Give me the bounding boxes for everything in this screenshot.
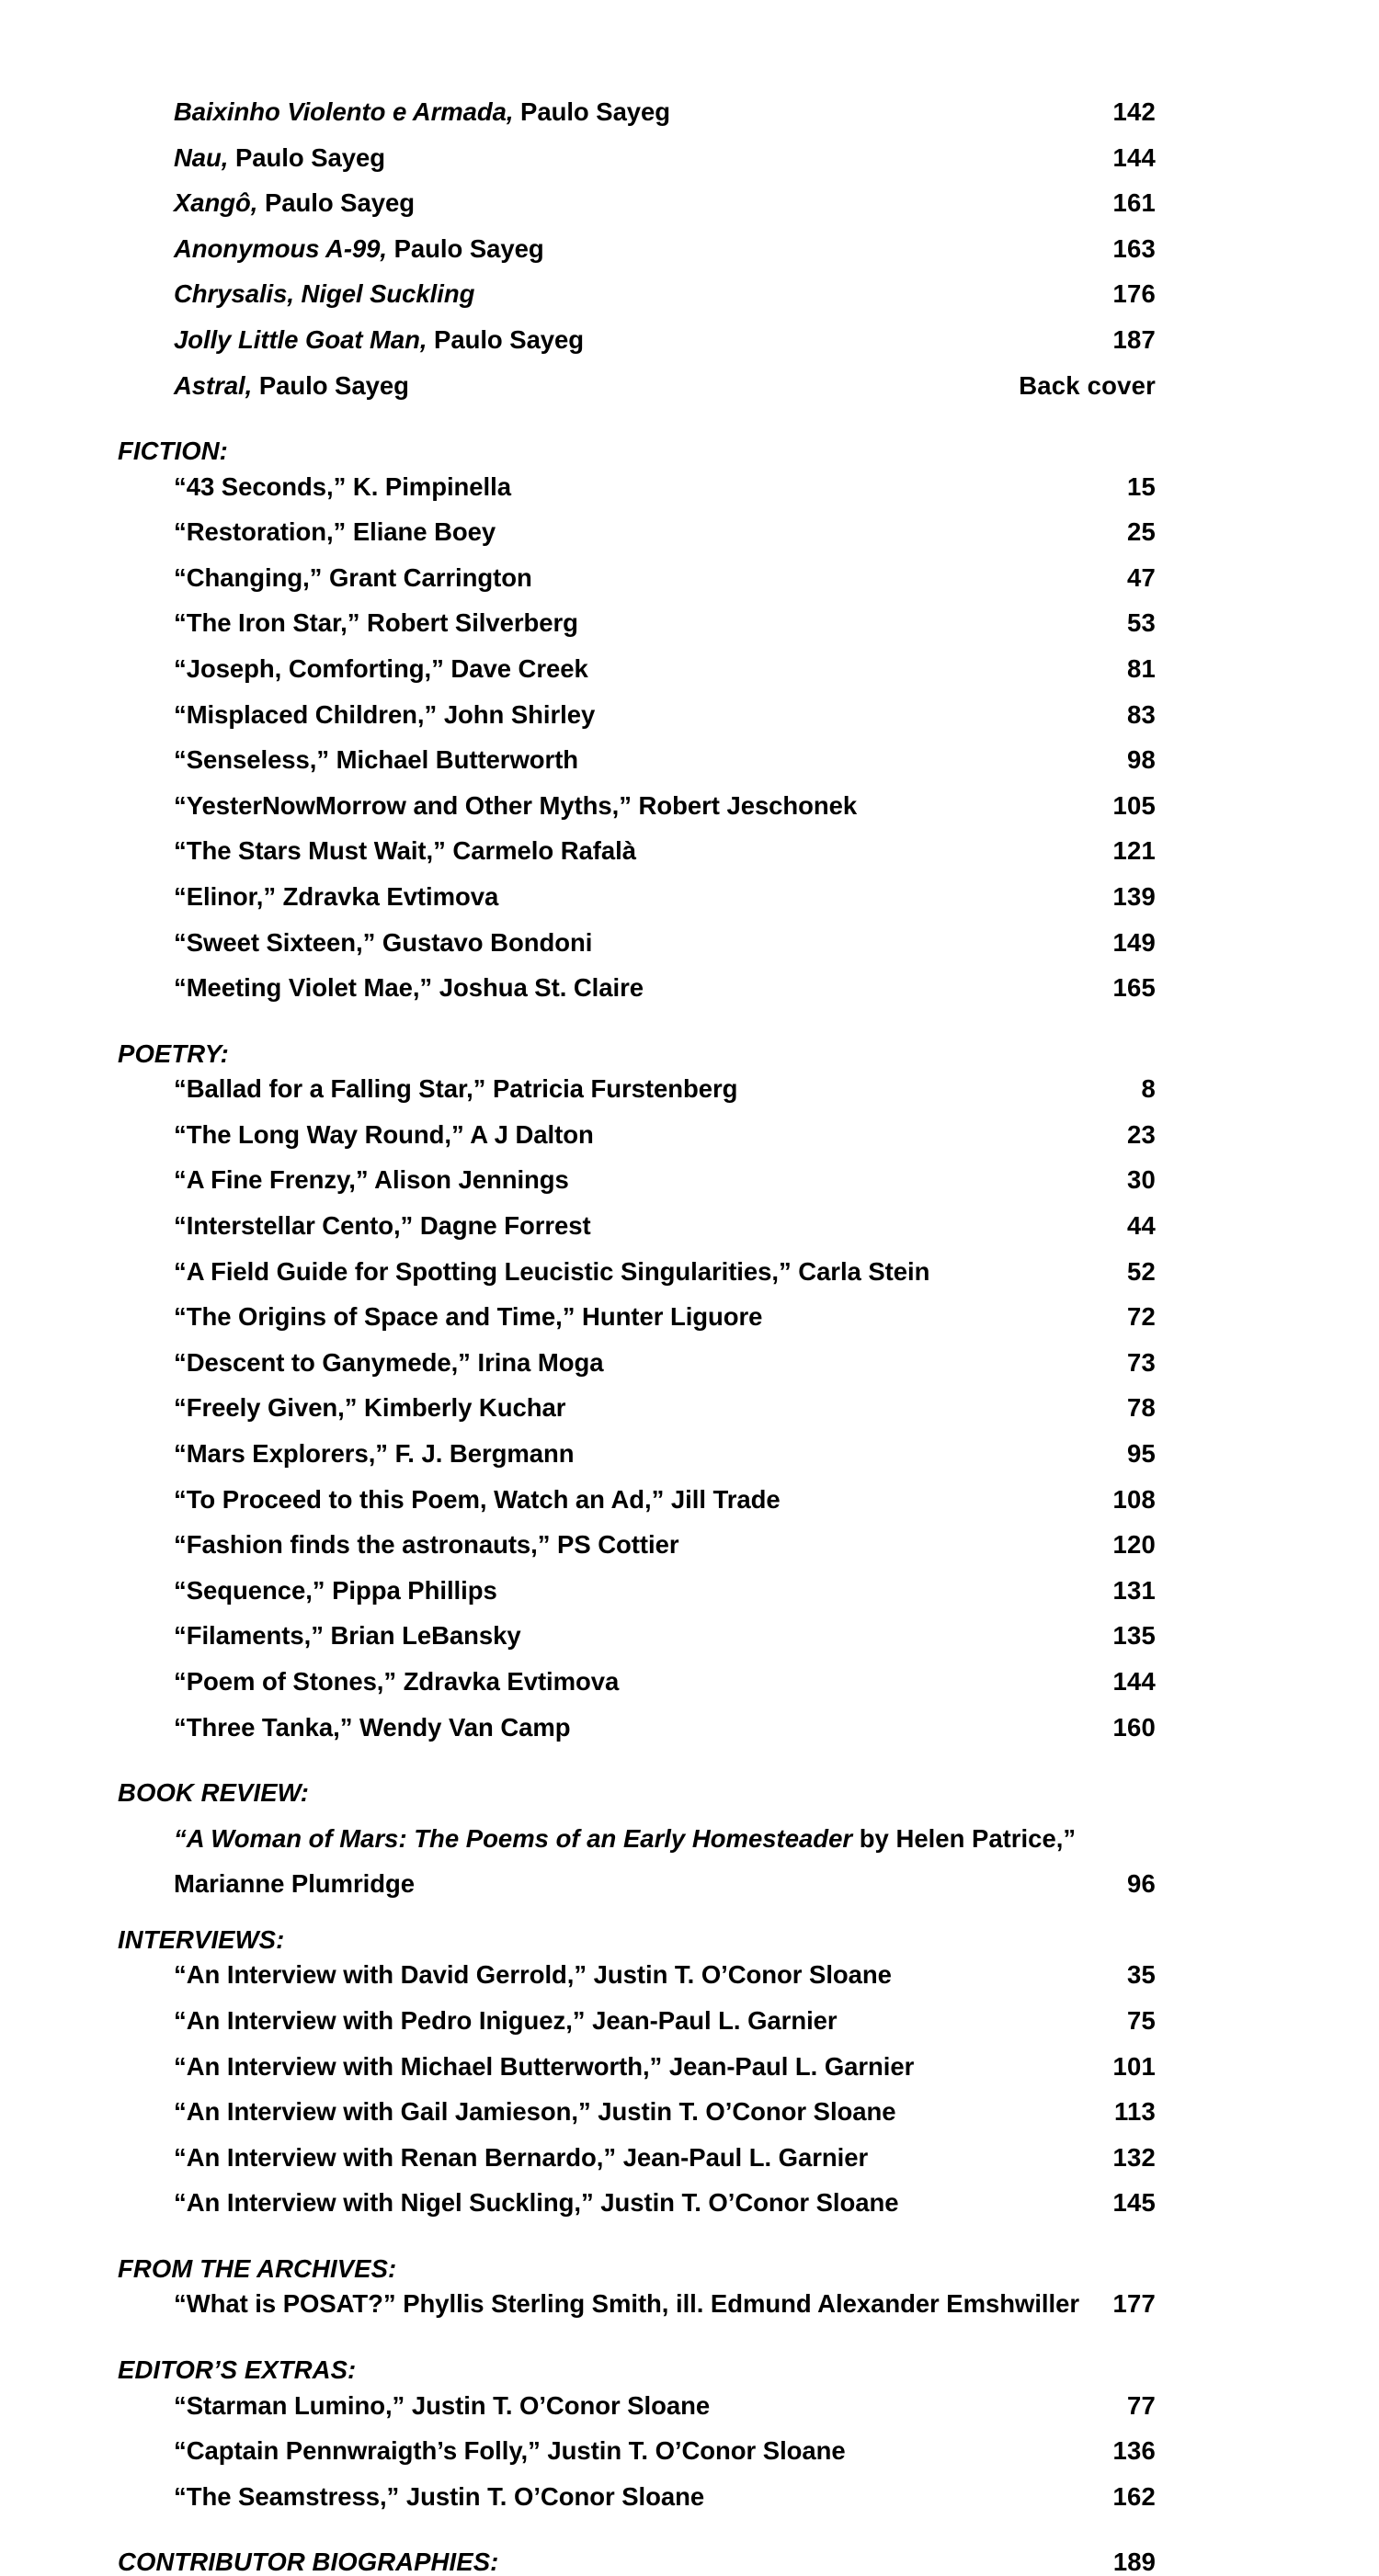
entry-title: “A Fine Frenzy,” Alison Jennings xyxy=(174,1165,569,1195)
toc-entry xyxy=(118,1167,1156,1213)
entry-title: “An Interview with Gail Jamieson,” Justin T. O’Conor Sloane xyxy=(174,2097,896,2127)
entry-page-number: 108 xyxy=(1112,1484,1156,1514)
toc-entry xyxy=(118,884,1156,930)
entry-title: “What is POSAT?” Phyllis Sterling Smith, ill. Edmund Alexander Emshwiller xyxy=(174,2289,1079,2319)
artwork-artist: Paulo Sayeg xyxy=(427,324,585,354)
entry-page-number: 53 xyxy=(1127,608,1156,638)
toc-entry xyxy=(118,1441,1156,1487)
artwork-entry xyxy=(118,99,1156,145)
entry-page-number: 23 xyxy=(1127,1119,1156,1149)
entry-page-number: 78 xyxy=(1127,1393,1156,1423)
section-heading-from-the-archives xyxy=(118,2253,1156,2283)
entry-title: “Poem of Stones,” Zdravka Evtimova xyxy=(174,1667,620,1696)
artwork-entry xyxy=(118,281,1156,327)
entry-page-number: 160 xyxy=(1112,1712,1156,1742)
artwork-page-number: 144 xyxy=(1112,142,1156,172)
artwork-title: Jolly Little Goat Man, xyxy=(174,324,427,354)
entry-title: “An Interview with Nigel Suckling,” Justin T. O’Conor Sloane xyxy=(174,2188,899,2218)
toc-entry xyxy=(118,790,1156,839)
toc-entry xyxy=(118,1076,1156,1122)
toc-entry xyxy=(118,1119,1156,1168)
toc-entry xyxy=(118,1575,1156,1624)
artwork-entry xyxy=(118,233,1156,282)
entry-page-number: 121 xyxy=(1112,836,1156,866)
entry-title: “Freely Given,” Kimberly Kuchar xyxy=(174,1393,566,1423)
entry-title: “The Iron Star,” Robert Silverberg xyxy=(174,608,578,638)
toc-entry xyxy=(118,975,1156,1021)
entry-title: “Three Tanka,” Wendy Van Camp xyxy=(174,1712,571,1742)
entry-page-number: 139 xyxy=(1112,882,1156,911)
archives-entry-list xyxy=(118,2291,1156,2337)
toc-entry xyxy=(118,1532,1156,1578)
entry-title: “Restoration,” Eliane Boey xyxy=(174,517,496,547)
artwork-title: Baixinho Violento e Armada, xyxy=(174,97,514,126)
entry-title: “To Proceed to this Poem, Watch an Ad,” Jill Trade xyxy=(174,1484,781,1514)
entry-title: “Starman Lumino,” Justin T. O’Conor Sloane xyxy=(174,2390,711,2420)
entry-page-number: 96 xyxy=(1127,1869,1156,1899)
artwork-page-number: 187 xyxy=(1112,324,1156,354)
toc-entry xyxy=(118,1347,1156,1396)
entry-title: “The Seamstress,” Justin T. O’Conor Sloane xyxy=(174,2481,705,2511)
entry-title: “Senseless,” Michael Butterworth xyxy=(174,745,579,775)
section-heading-label: FROM THE ARCHIVES: xyxy=(118,2253,397,2283)
entry-page-number: 81 xyxy=(1127,654,1156,684)
toc-entry xyxy=(118,2291,1156,2337)
section-heading-label: INTERVIEWS: xyxy=(118,1924,285,1954)
section-heading-contributor-biographies xyxy=(118,2549,1156,2575)
artwork-artist: Paulo Sayeg xyxy=(387,233,544,263)
entry-page-number: 8 xyxy=(1141,1074,1156,1104)
artwork-entry-list xyxy=(118,99,1156,418)
artwork-entry xyxy=(118,142,1156,191)
entry-title: “An Interview with Michael Butterworth,” Jean-Paul L. Garnier xyxy=(174,2051,915,2081)
toc-entry xyxy=(118,1256,1156,1305)
entry-title: “The Origins of Space and Time,” Hunter Liguore xyxy=(174,1302,763,1332)
artwork-page-number: 142 xyxy=(1112,97,1156,126)
toc-entry xyxy=(118,519,1156,565)
entry-page-number: 135 xyxy=(1112,1621,1156,1651)
entry-title: “YesterNowMorrow and Other Myths,” Robert Jeschonek xyxy=(174,790,858,820)
artwork-artist: Paulo Sayeg xyxy=(513,97,671,126)
artwork-entry xyxy=(118,190,1156,236)
section-heading-label: EDITOR’S EXTRAS: xyxy=(118,2355,357,2385)
editors-extras-entry-list xyxy=(118,2390,1156,2530)
entry-page-number: 162 xyxy=(1112,2481,1156,2511)
entry-page-number: 98 xyxy=(1127,745,1156,775)
entry-title: “Elinor,” Zdravka Evtimova xyxy=(174,882,499,911)
entry-title: “Descent to Ganymede,” Irina Moga xyxy=(174,1347,604,1377)
toc-entry xyxy=(118,1669,1156,1715)
toc-entry xyxy=(118,699,1156,748)
artwork-title: Nau, xyxy=(174,142,229,172)
entry-page-number: 177 xyxy=(1112,2289,1156,2319)
interviews-entry-list xyxy=(118,1962,1156,2236)
artwork-page-number: 163 xyxy=(1112,233,1156,263)
toc-entry xyxy=(118,2390,1156,2439)
artwork-title: Astral, xyxy=(174,370,253,400)
entry-page-number: 25 xyxy=(1127,517,1156,547)
toc-entry xyxy=(118,2005,1156,2054)
artwork-title: Xangô, xyxy=(174,188,258,218)
artwork-artist: Paulo Sayeg xyxy=(252,370,409,400)
book-review-entry xyxy=(118,1816,1156,1907)
toc-entry xyxy=(118,1395,1156,1441)
entry-title: “Captain Pennwraigth’s Folly,” Justin T. O’Conor Sloane xyxy=(174,2436,846,2466)
entry-page-number: 35 xyxy=(1127,1960,1156,1990)
entry-title: “Changing,” Grant Carrington xyxy=(174,562,532,592)
section-heading-editors-extras xyxy=(118,2357,1156,2383)
section-heading-fiction xyxy=(118,438,1156,464)
artwork-title: Chrysalis, Nigel Suckling xyxy=(174,279,475,309)
artwork-entry xyxy=(118,324,1156,373)
entry-page-number: 120 xyxy=(1112,1530,1156,1560)
entry-page-number: 44 xyxy=(1127,1211,1156,1241)
section-heading-poetry xyxy=(118,1038,1156,1068)
entry-page-number: 149 xyxy=(1112,927,1156,957)
entry-page-number: 144 xyxy=(1112,1667,1156,1696)
entry-page-number: 101 xyxy=(1112,2051,1156,2081)
entry-page-number: 15 xyxy=(1127,471,1156,501)
book-review-reviewer: Marianne Plumridge xyxy=(174,1869,415,1899)
fiction-entry-list xyxy=(118,471,1156,1021)
entry-title: “Filaments,” Brian LeBansky xyxy=(174,1621,521,1651)
book-review-title: “A Woman of Mars: The Poems of an Early Homesteader xyxy=(174,1823,853,1853)
entry-page-number: 132 xyxy=(1112,2142,1156,2172)
artwork-page-number: 161 xyxy=(1112,188,1156,218)
artwork-entry xyxy=(118,370,1156,419)
entry-page-number: 131 xyxy=(1112,1575,1156,1605)
toc-entry xyxy=(118,1623,1156,1669)
toc-entry xyxy=(118,1484,1156,1533)
artwork-artist: Paulo Sayeg xyxy=(228,142,385,172)
entry-page-number: 72 xyxy=(1127,1302,1156,1332)
section-heading-label: POETRY: xyxy=(118,1038,229,1068)
artwork-title: Anonymous A-99, xyxy=(174,233,388,263)
section-heading-book-review xyxy=(118,1780,1156,1806)
toc-entry xyxy=(118,562,1156,611)
entry-page-number: 145 xyxy=(1112,2188,1156,2218)
entry-page-number: 136 xyxy=(1112,2436,1156,2466)
entry-page-number: 113 xyxy=(1114,2097,1156,2127)
toc-entry xyxy=(118,2051,1156,2100)
artwork-artist: Paulo Sayeg xyxy=(257,188,415,218)
poetry-entry-list xyxy=(118,1076,1156,1760)
entry-page-number: 73 xyxy=(1127,1347,1156,1377)
toc-entry xyxy=(118,1304,1156,1350)
entry-title: “An Interview with Renan Bernardo,” Jean-Paul L. Garnier xyxy=(174,2142,869,2172)
entry-page-number: 77 xyxy=(1127,2390,1156,2420)
toc-entry xyxy=(118,656,1156,702)
entry-title: “Sequence,” Pippa Phillips xyxy=(174,1575,497,1605)
entry-page-number: 165 xyxy=(1112,973,1156,1003)
toc-entry xyxy=(118,1962,1156,2008)
entry-page-number: 47 xyxy=(1127,562,1156,592)
entry-title: “An Interview with Pedro Iniguez,” Jean-Paul L. Garnier xyxy=(174,2005,838,2035)
entry-title: “Ballad for a Falling Star,” Patricia Furstenberg xyxy=(174,1074,738,1104)
entry-page-number: 75 xyxy=(1127,2005,1156,2035)
entry-title: “A Field Guide for Spotting Leucistic Singularities,” Carla Stein xyxy=(174,1256,930,1286)
entry-page-number: 83 xyxy=(1127,699,1156,729)
entry-title: “Joseph, Comforting,” Dave Creek xyxy=(174,654,588,684)
entry-title: “The Stars Must Wait,” Carmelo Rafalà xyxy=(174,836,636,866)
entry-title: “Meeting Violet Mae,” Joshua St. Claire xyxy=(174,973,644,1003)
toc-entry xyxy=(118,610,1156,656)
toc-entry xyxy=(118,1213,1156,1259)
book-review-author-credit: by Helen Patrice,” xyxy=(852,1823,1077,1853)
entry-page-number: 95 xyxy=(1127,1439,1156,1469)
artwork-page-number: Back cover xyxy=(1019,370,1156,400)
entry-title: “The Long Way Round,” A J Dalton xyxy=(174,1119,594,1149)
entry-page-number: 30 xyxy=(1127,1165,1156,1195)
toc-entry xyxy=(118,747,1156,793)
entry-page-number: 189 xyxy=(1112,2548,1156,2576)
entry-title: “Mars Explorers,” F. J. Bergmann xyxy=(174,1439,575,1469)
toc-entry xyxy=(118,927,1156,976)
entry-title: “Interstellar Cento,” Dagne Forrest xyxy=(174,1211,591,1241)
toc-entry xyxy=(118,2142,1156,2191)
entry-page-number: 52 xyxy=(1127,1256,1156,1286)
toc-entry xyxy=(118,471,1156,520)
toc-entry xyxy=(118,2099,1156,2145)
artwork-page-number: 176 xyxy=(1112,279,1156,309)
entry-title: “Sweet Sixteen,” Gustavo Bondoni xyxy=(174,927,593,957)
toc-entry xyxy=(118,1712,1156,1761)
entry-title: “An Interview with David Gerrold,” Justin T. O’Conor Sloane xyxy=(174,1960,892,1990)
entry-title: “43 Seconds,” K. Pimpinella xyxy=(174,471,511,501)
toc-entry xyxy=(118,2481,1156,2530)
section-heading-label: FICTION: xyxy=(118,437,228,466)
entry-title: “Misplaced Children,” John Shirley xyxy=(174,699,596,729)
section-heading-label: BOOK REVIEW: xyxy=(118,1778,309,1808)
entry-page-number: 105 xyxy=(1112,790,1156,820)
section-heading-interviews xyxy=(118,1924,1156,1954)
section-heading-label: CONTRIBUTOR BIOGRAPHIES: xyxy=(118,2548,499,2576)
toc-entry xyxy=(118,2190,1156,2236)
entry-title: “Fashion finds the astronauts,” PS Cottier xyxy=(174,1530,679,1560)
toc-entry xyxy=(118,2438,1156,2484)
toc-entry xyxy=(118,838,1156,884)
